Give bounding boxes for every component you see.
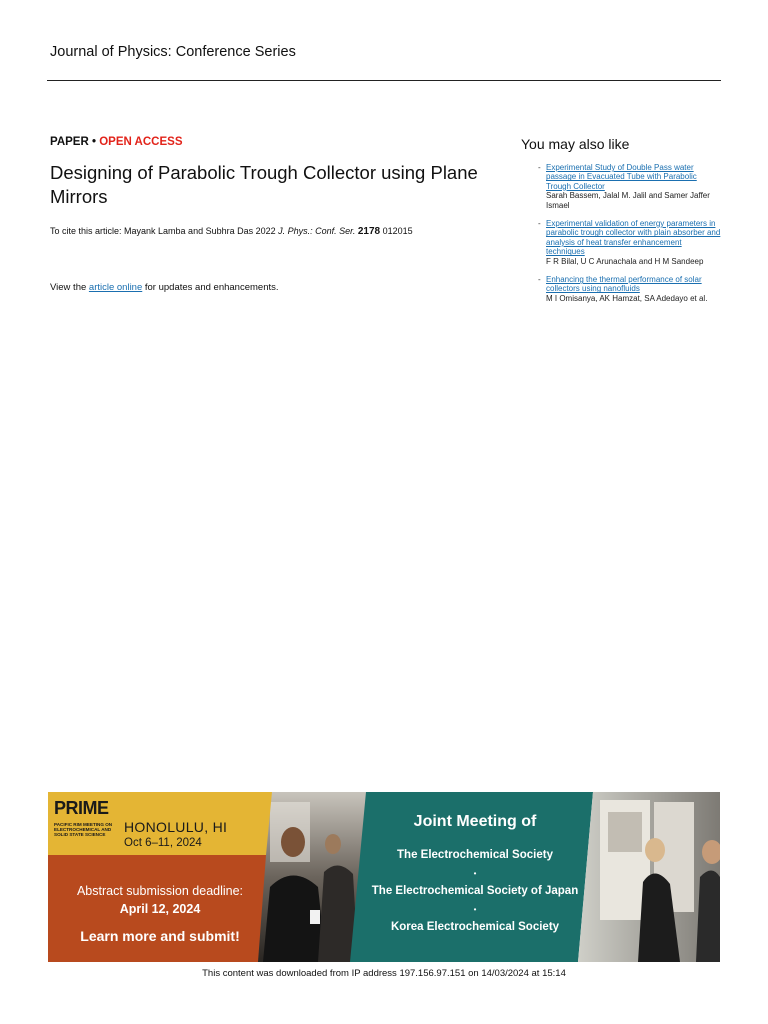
related-list: [540, 163, 722, 312]
article-title: Designing of Parabolic Trough Collector using Plane Mirrors: [50, 162, 478, 207]
learn-more-button[interactable]: Learn more and submit!: [80, 928, 240, 944]
paper-type-label: [50, 136, 183, 148]
related-item: [540, 163, 722, 210]
banner-dates: Oct 6–11, 2024: [124, 837, 202, 849]
society-name: The Electrochemical Society: [397, 849, 553, 861]
view-prefix: View the: [50, 282, 89, 293]
header-divider: [47, 80, 721, 81]
list-dash: -: [538, 219, 541, 229]
related-item: [540, 275, 722, 303]
label-separator: •: [88, 136, 100, 148]
society-bullet: •: [473, 905, 477, 914]
banner-joint-title: Joint Meeting of: [413, 813, 537, 830]
citation-line: [50, 226, 490, 237]
view-online-line: [50, 282, 279, 293]
prime-logo-word: PRIME: [54, 798, 109, 818]
prime-logo-subtitle: PACIFIC RIM MEETING ON ELECTROCHEMICAL AND SOLID STATE SCIENCE: [54, 822, 113, 838]
related-authors: M I Omisanya, AK Hamzat, SA Adedayo et al.: [546, 293, 708, 303]
citation-prefix: To cite this article: Mayank Lamba and Subhra Das 2022: [50, 226, 279, 236]
conference-banner-ad[interactable]: [48, 792, 720, 962]
related-title-link[interactable]: Experimental validation of energy parameters in parabolic trough collector with plain absorber and analysis of heat transfer enhancement techniques: [546, 219, 721, 257]
banner-location: HONOLULU, HI: [124, 819, 228, 835]
related-authors: F R Bilal, U C Arunachala and H M Sandeep: [546, 256, 704, 266]
banner-deadline-date: April 12, 2024: [119, 902, 201, 916]
article-online-link[interactable]: article online: [88, 282, 143, 293]
open-access-label: OPEN ACCESS: [99, 136, 183, 148]
download-note: This content was downloaded from IP address 197.156.97.151 on 14/03/2024 at 15:14: [202, 968, 566, 979]
citation-article-number: 012015: [382, 226, 413, 236]
list-dash: -: [538, 275, 541, 285]
citation-volume: 2178: [357, 226, 381, 237]
related-item: [540, 219, 722, 266]
society-name: Korea Electrochemical Society: [390, 921, 560, 933]
banner-deadline-label: Abstract submission deadline:: [76, 884, 244, 898]
citation-journal: J. Phys.: Conf. Ser.: [278, 226, 356, 236]
society-name: The Electrochemical Society of Japan: [371, 885, 579, 897]
related-heading: You may also like: [521, 136, 630, 152]
paper-type: PAPER: [50, 136, 89, 148]
prime-logo: [54, 798, 113, 846]
related-authors: Sarah Bassem, Jalal M. Jalil and Samer Jaffer Ismael: [546, 191, 710, 210]
related-title-link[interactable]: Experimental Study of Double Pass water passage in Evacuated Tube with Parabolic Trough Collector: [546, 163, 697, 191]
list-dash: -: [538, 163, 541, 172]
society-bullet: •: [473, 869, 477, 878]
view-suffix: for updates and enhancements.: [142, 282, 279, 293]
journal-name: Journal of Physics: Conference Series: [50, 44, 296, 60]
related-title-link[interactable]: Enhancing the thermal performance of solar collectors using nanofluids: [546, 275, 702, 294]
